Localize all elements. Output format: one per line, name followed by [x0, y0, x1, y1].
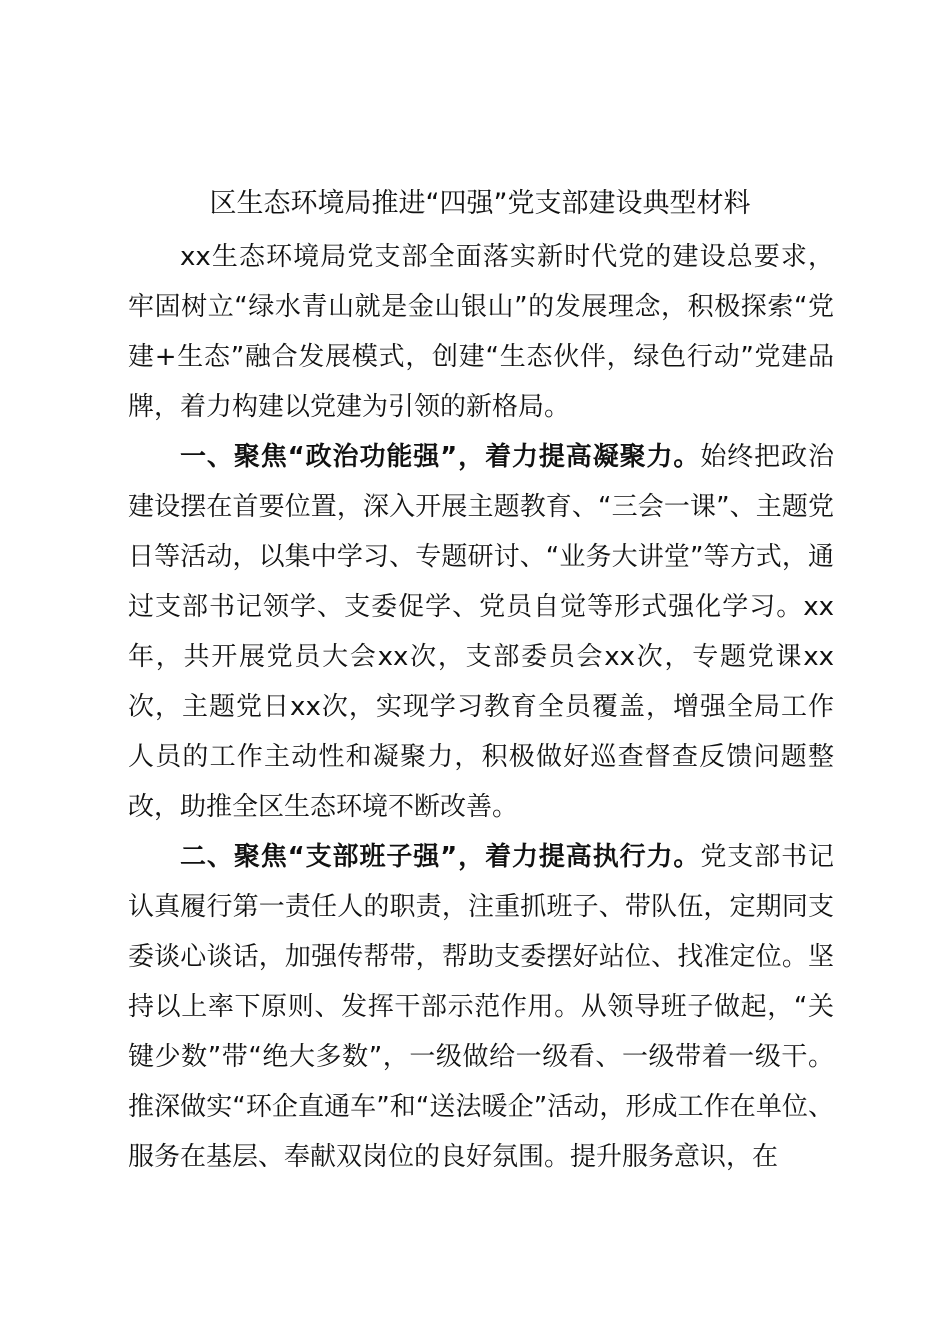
paragraph-intro-text: xx生态环境局党支部全面落实新时代党的建设总要求，牢固树立“绿水青山就是金山银山”的发展理念，积极探索“党建+生态”融合发展模式，创建“生态伙伴，绿色行动”党建品牌，着力构建以党建为引领的新格局。 — [128, 242, 834, 422]
document-body — [128, 232, 834, 1182]
section-1-text: 始终把政治建设摆在首要位置，深入开展主题教育、“三会一课”、主题党日等活动，以集中学习、专题研讨、“业务大讲堂”等方式，通过支部书记领学、支委促学、党员自觉等形式强化学习。xx年，共开展党员大会xx次，支部委员会xx次，专题党课xx次，主题党日xx次，实现学习教育全员覆盖，增强全局工作人员的工作主动性和凝聚力，积极做好巡查督查反馈问题整改，助推全区生态环境不断改善。 — [128, 442, 834, 822]
section-1-heading: 一、聚焦“政治功能强”，着力提高凝聚力。 — [180, 442, 701, 472]
paragraph-section-2 — [128, 832, 834, 1182]
document-title: 区生态环境局推进“四强”党支部建设典型材料 — [209, 188, 751, 219]
paragraph-section-1 — [128, 432, 834, 832]
section-2-text: 党支部书记认真履行第一责任人的职责，注重抓班子、带队伍，定期同支委谈心谈话，加强传帮带，帮助支委摆好站位、找准定位。坚持以上率下原则、发挥干部示范作用。从领导班子做起，“关键少数”带“绝大多数”，一级做给一级看、一级带着一级干。推深做实“环企直通车”和“送法暖企”活动，形成工作在单位、服务在基层、奉献双岗位的良好氛围。提升服务意识，在 — [128, 842, 834, 1172]
section-2-heading: 二、聚焦“支部班子强”，着力提高执行力。 — [180, 842, 701, 872]
paragraph-intro — [128, 232, 834, 432]
